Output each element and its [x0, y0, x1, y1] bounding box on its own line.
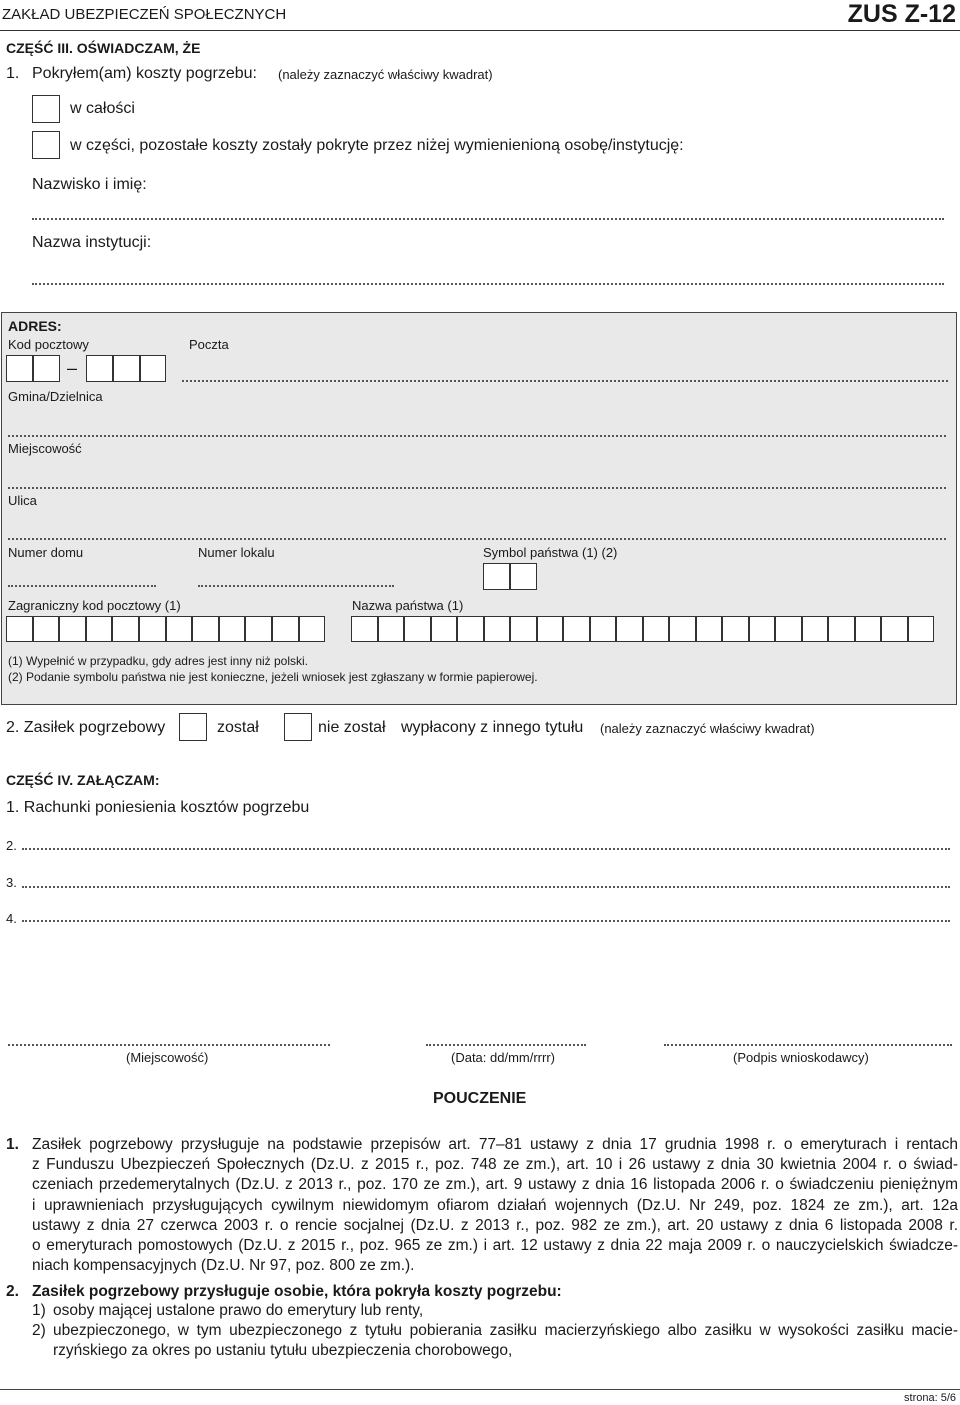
country-name-cell-1[interactable] [351, 616, 378, 642]
pouczenie-title: POUCZENIE [433, 1090, 527, 1107]
foreign-postal-cell-12[interactable] [299, 616, 326, 642]
footnote-2: (2) Podanie symbolu państwa nie jest konieczne, jeżeli wniosek jest zgłaszany w formie papierowej. [8, 670, 538, 684]
pouczenie-2-item-1: osoby mającej ustalone prawo do emerytury lub renty, [53, 1302, 424, 1319]
q2-label: 2. Zasiłek pogrzebowy [6, 719, 166, 736]
attachment-3-number: 3. [6, 875, 17, 890]
pouczenie-2-item-2-line-2: rzyńskiego za okres po ustaniu tytułu ubezpieczenia chorobowego, [53, 1342, 513, 1360]
foreign-postal-cell-1[interactable] [6, 616, 33, 642]
commune-field[interactable] [8, 435, 946, 437]
pouczenie-1-line-2: z Funduszu Ubezpieczeń Społecznych (Dz.U. z 2015 r., poz. 748 ze zm.), art. 10 i 26 ustawy z dnia 30 kwietnia 2004 r. o świad- [32, 1156, 958, 1174]
part4-title: CZĘŚĆ IV. ZAŁĄCZAM: [6, 772, 160, 788]
name-label: Nazwisko i imię: [32, 176, 147, 193]
footer-rule [0, 1389, 960, 1390]
street-label: Ulica [8, 493, 37, 508]
postal-code-digit-2[interactable] [33, 355, 60, 382]
street-field[interactable] [8, 538, 946, 540]
signature-caption: (Podpis wnioskodawcy) [733, 1050, 869, 1065]
post-office-field[interactable] [182, 380, 948, 382]
country-symbol-cell-2[interactable] [510, 563, 537, 590]
country-name-cell-20[interactable] [855, 616, 882, 642]
foreign-postal-label: Zagraniczny kod pocztowy (1) [8, 598, 181, 613]
part3-title: CZĘŚĆ III. OŚWIADCZAM, ŻE [6, 40, 201, 56]
country-name-cell-15[interactable] [722, 616, 749, 642]
country-symbol-cell-1[interactable] [483, 563, 510, 590]
pouczenie-1-number: 1. [6, 1136, 19, 1153]
locality-field[interactable] [8, 487, 946, 489]
post-office-label: Poczta [189, 337, 229, 352]
institution-label: Nazwa instytucji: [32, 234, 152, 251]
country-name-cell-7[interactable] [510, 616, 537, 642]
attachment-3-field[interactable] [22, 886, 950, 888]
country-name-cell-22[interactable] [908, 616, 935, 642]
date-field[interactable] [426, 1044, 586, 1046]
name-field[interactable] [32, 218, 944, 220]
country-name-cell-4[interactable] [431, 616, 458, 642]
pouczenie-2-title: Zasiłek pogrzebowy przysługuje osobie, która pokryła koszty pogrzebu: [32, 1283, 562, 1300]
pouczenie-1-line-7: niach kompensacyjnych (Dz.U. Nr 97, poz. 800 ze zm.). [32, 1257, 415, 1275]
postal-code-dash: – [67, 358, 78, 378]
header-rule [0, 30, 960, 31]
q1-number: 1. [6, 65, 20, 82]
foreign-postal-cell-10[interactable] [245, 616, 272, 642]
q1-label: Pokryłem(am) koszty pogrzebu: [32, 65, 257, 82]
flat-number-field[interactable] [198, 585, 394, 587]
flat-number-label: Numer lokalu [198, 545, 275, 560]
institution-field[interactable] [32, 283, 944, 285]
house-number-label: Numer domu [8, 545, 84, 560]
foreign-postal-cell-2[interactable] [33, 616, 60, 642]
pouczenie-1-line-5: ustawy z dnia 27 czerwca 2003 r. o rencie socjalnej (Dz.U. z 2013 r., poz. 982 ze zm.), art. 20 ustawy z dnia 6 listopada 2008 r. [32, 1216, 958, 1234]
pouczenie-1-line-3: czeniach przedemerytalnych (Dz.U. z 2013 r., poz. 170 ze zm.), art. 9 ustawy z dnia 16 listopada 2006 r. o świadczeniu pieniężnym [32, 1176, 958, 1194]
country-name-cell-8[interactable] [537, 616, 564, 642]
attachment-2-number: 2. [6, 838, 17, 853]
partial-cost-label: w części, pozostałe koszty zostały pokryte przez niżej wymienienioną osobę/instytucję: [70, 137, 684, 154]
attachment-4-number: 4. [6, 911, 17, 926]
postal-code-digit-3[interactable] [86, 355, 113, 382]
house-number-field[interactable] [8, 585, 156, 587]
country-name-cell-21[interactable] [881, 616, 908, 642]
country-name-cell-13[interactable] [669, 616, 696, 642]
address-title: ADRES: [8, 318, 62, 334]
q1-hint: (należy zaznaczyć właściwy kwadrat) [278, 67, 493, 82]
page-number: strona: 5/6 [904, 1392, 956, 1404]
country-name-cell-19[interactable] [828, 616, 855, 642]
country-name-cell-6[interactable] [484, 616, 511, 642]
foreign-postal-cell-5[interactable] [112, 616, 139, 642]
signature-field[interactable] [664, 1044, 952, 1046]
foreign-postal-cell-4[interactable] [86, 616, 113, 642]
postal-code-digit-1[interactable] [6, 355, 33, 382]
pouczenie-1-line-4: i uprawnieniach przysługujących cywilnym niewidomym ofiarom działań wojennych (Dz.U. Nr 249, poz. 1824 ze zm.), art. 12a [32, 1196, 958, 1214]
country-name-cell-5[interactable] [457, 616, 484, 642]
full-cost-checkbox[interactable] [32, 95, 60, 123]
postal-code-digit-4[interactable] [113, 355, 140, 382]
benefit-not-paid-checkbox[interactable] [284, 713, 312, 741]
full-cost-label: w całości [70, 100, 135, 117]
country-name-cell-17[interactable] [775, 616, 802, 642]
country-name-cell-2[interactable] [378, 616, 405, 642]
attachment-1: 1. Rachunki poniesienia kosztów pogrzebu [6, 799, 310, 816]
institution-name: ZAKŁAD UBEZPIECZEŃ SPOŁECZNYCH [2, 6, 287, 23]
country-name-cell-10[interactable] [590, 616, 617, 642]
benefit-not-paid-label: nie został [318, 719, 386, 736]
foreign-postal-cell-6[interactable] [139, 616, 166, 642]
place-field[interactable] [8, 1044, 330, 1046]
attachment-2-field[interactable] [22, 848, 950, 850]
partial-cost-checkbox[interactable] [32, 131, 60, 159]
pouczenie-2-item-1-number: 1) [32, 1302, 46, 1319]
country-name-cell-3[interactable] [404, 616, 431, 642]
pouczenie-2-item-2-number: 2) [32, 1322, 46, 1339]
commune-label: Gmina/Dzielnica [8, 389, 103, 404]
country-name-cell-16[interactable] [749, 616, 776, 642]
benefit-paid-label: został [217, 719, 259, 736]
country-symbol-label: Symbol państwa (1) (2) [483, 545, 618, 560]
country-name-cell-9[interactable] [563, 616, 590, 642]
benefit-paid-checkbox[interactable] [179, 713, 207, 741]
country-name-cell-11[interactable] [616, 616, 643, 642]
locality-label: Miejscowość [8, 441, 82, 456]
foreign-postal-cell-7[interactable] [166, 616, 193, 642]
pouczenie-2-number: 2. [6, 1283, 19, 1300]
q2-hint: (należy zaznaczyć właściwy kwadrat) [600, 721, 815, 736]
foreign-postal-cell-11[interactable] [272, 616, 299, 642]
pouczenie-1-line-6: o emeryturach pomostowych (Dz.U. z 2015 r., poz. 965 ze zm.) i art. 12 ustawy z dnia 22 maja 2009 r. o nauczycielskich świadcze- [32, 1237, 958, 1254]
q2-suffix: wypłacony z innego tytułu [401, 719, 584, 736]
pouczenie-1-line-1: Zasiłek pogrzebowy przysługuje na podstawie przepisów art. 77–81 ustawy z dnia 17 grudnia 1998 r. o emeryturach i rentach [32, 1136, 958, 1153]
foreign-postal-cell-3[interactable] [59, 616, 86, 642]
country-name-cell-14[interactable] [696, 616, 723, 642]
country-name-label: Nazwa państwa (1) [352, 598, 464, 613]
country-name-cell-18[interactable] [802, 616, 829, 642]
postal-code-label: Kod pocztowy [8, 337, 89, 352]
form-code: ZUS Z-12 [847, 0, 956, 28]
foreign-postal-cell-9[interactable] [219, 616, 246, 642]
pouczenie-2-item-2-line-1: ubezpieczonego, w tym ubezpieczonego z tytułu pobierania zasiłku macierzyńskiego albo zasiłku w wysokości zasiłku macie- [53, 1322, 958, 1339]
country-name-cell-12[interactable] [643, 616, 670, 642]
postal-code-digit-5[interactable] [140, 355, 166, 382]
place-caption: (Miejscowość) [126, 1050, 209, 1065]
attachment-4-field[interactable] [22, 920, 950, 922]
footnote-1: (1) Wypełnić w przypadku, gdy adres jest inny niż polski. [8, 654, 309, 668]
date-caption: (Data: dd/mm/rrrr) [451, 1050, 555, 1065]
foreign-postal-cell-8[interactable] [192, 616, 219, 642]
